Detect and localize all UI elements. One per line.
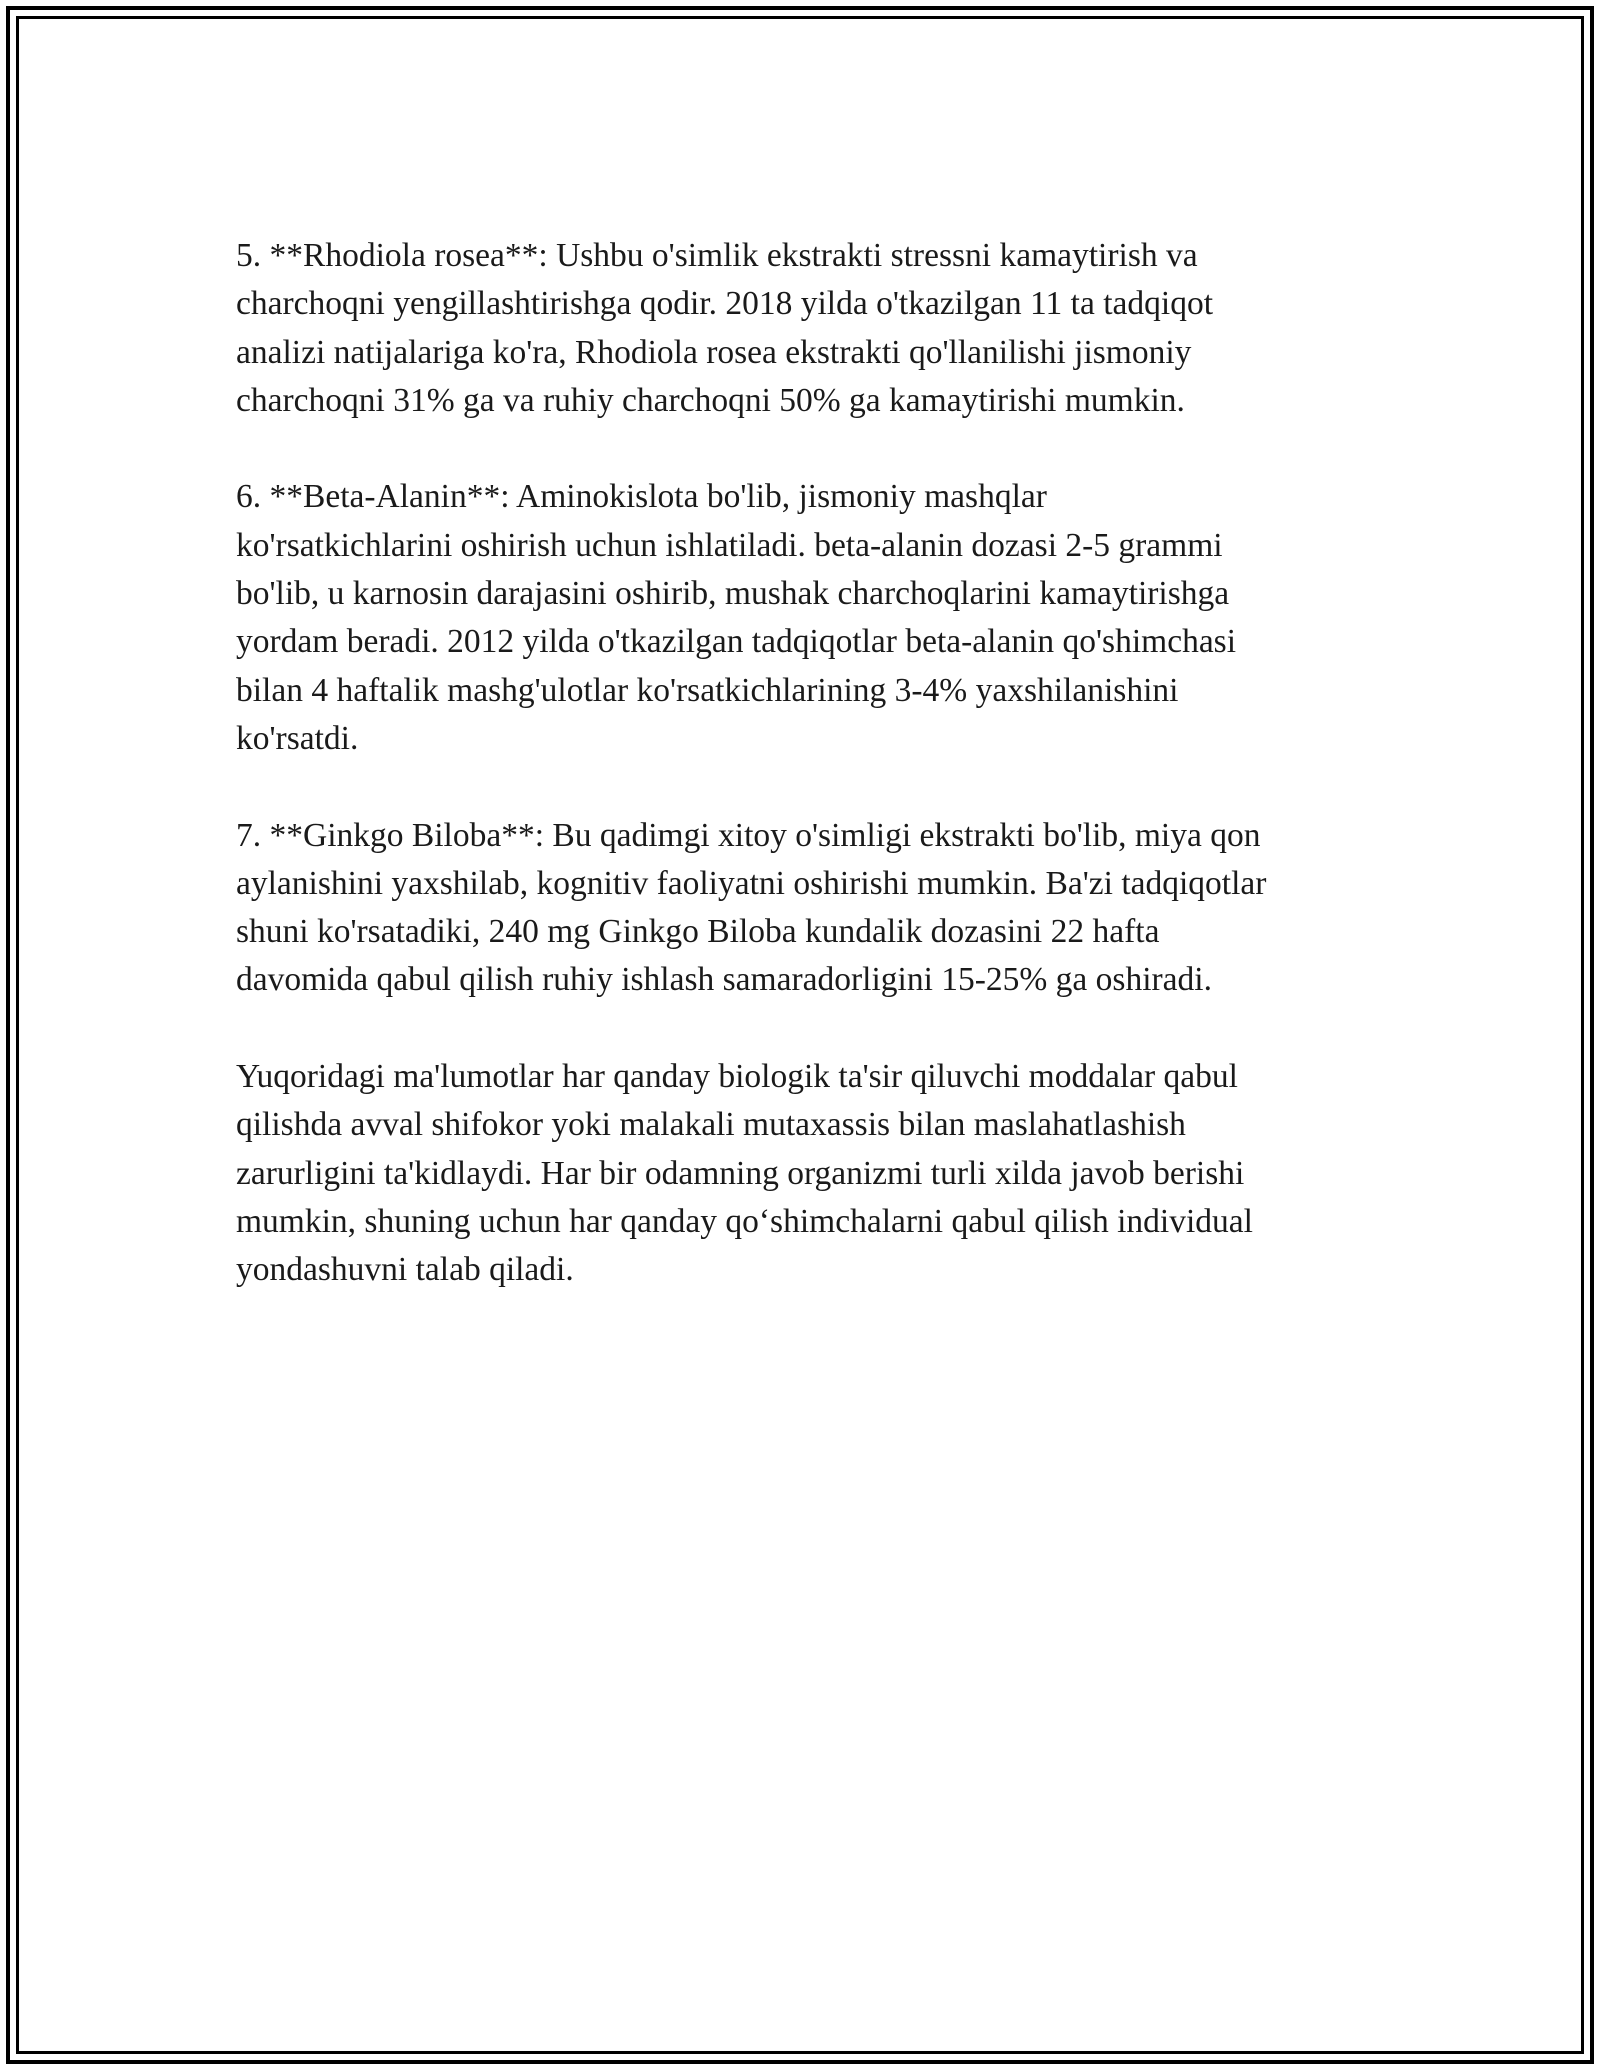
paragraph-ginkgo-biloba: 7. **Ginkgo Biloba**: Bu qadimgi xitoy o'simligi ekstrakti bo'lib, miya qon aylanishini yaxshilab, kognitiv faoliyatni oshirishi mumkin. Ba'zi tadqiqotlar shuni ko'rsatadiki, 240 mg Ginkgo Biloba kundalik dozasini 22 hafta davomida qabul qilish ruhiy ishlash samaradorligini 15-25% ga oshiradi.: [236, 816, 1267, 999]
paragraph-rhodiola-rosea: 5. **Rhodiola rosea**: Ushbu o'simlik ekstrakti stressni kamaytirish va charchoqni yengillashtirishga qodir. 2018 yilda o'tkazilgan 11 ta tadqiqot analizi natijalariga ko'ra, Rhodiola rosea ekstrakti qo'llanilishi jismoniy charchoqni 31% ga va ruhiy charchoqni 50% ga kamaytirishi mumkin.: [236, 237, 1214, 419]
document-body: [236, 232, 1386, 1343]
paragraph-beta-alanin: 6. **Beta-Alanin**: Aminokislota bo'lib, jismoniy mashqlar ko'rsatkichlarini oshirish uchun ishlatiladi. beta-alanin dozasi 2-5 grammi bo'lib, u karnosin darajasini oshirib, mushak charchoqlarini kamaytirishga yordam beradi. 2012 yilda o'tkazilgan tadqiqotlar beta-alanin qo'shimchasi bilan 4 haftalik mashg'ulotlar ko'rsatkichlarining 3-4% yaxshilanishini ko'rsatdi.: [236, 478, 1237, 757]
paragraph-conclusion: Yuqoridagi ma'lumotlar har qanday biologik ta'sir qiluvchi moddalar qabul qilishda avval shifokor yoki malakali mutaxassis bilan maslahatlashish zarurligini ta'kidlaydi. Har bir odamning organizmi turli xilda javob berishi mumkin, shuning uchun har qanday qo‘shimchalarni qabul qilish individual yondashuvni talab qiladi.: [236, 1058, 1253, 1289]
